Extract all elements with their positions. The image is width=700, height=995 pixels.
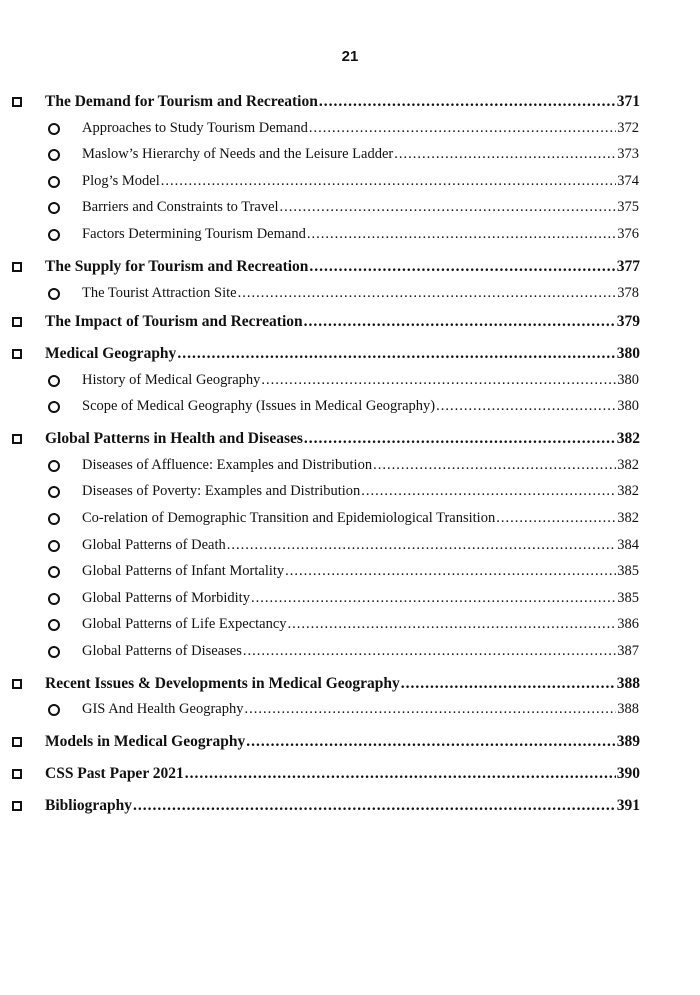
square-bullet-icon — [12, 97, 22, 107]
toc-entry-page-number: 374 — [617, 173, 639, 189]
toc-entry-title: Global Patterns in Health and Diseases — [45, 430, 303, 447]
dot-leader — [227, 537, 616, 554]
toc-entry-title: Diseases of Affluence: Examples and Distribution — [82, 457, 373, 473]
toc-subsection-entry — [48, 616, 639, 633]
toc-entry-title: Scope of Medical Geography (Issues in Medical Geography) — [82, 398, 436, 414]
toc-entry-page-number: 391 — [616, 797, 640, 814]
circle-bullet-icon — [48, 486, 60, 498]
dot-leader — [319, 93, 616, 111]
dot-leader — [133, 797, 616, 815]
toc-entry-page-number: 390 — [616, 765, 640, 782]
toc-section-entry — [12, 430, 640, 448]
dot-leader — [394, 146, 616, 163]
toc-entry-title: Factors Determining Tourism Demand — [82, 226, 306, 242]
toc-entry-title: Diseases of Poverty: Examples and Distribution — [82, 483, 361, 499]
dot-leader — [307, 226, 616, 243]
toc-section-entry — [12, 345, 640, 363]
toc-subsection-entry — [48, 590, 639, 607]
toc-subsection-entry — [48, 226, 639, 243]
toc-subsection-entry — [48, 146, 639, 163]
toc-entry-title: History of Medical Geography — [82, 372, 261, 388]
circle-bullet-icon — [48, 513, 60, 525]
toc-entry-page-number: 375 — [617, 199, 639, 215]
toc-entry-title: Barriers and Constraints to Travel — [82, 199, 279, 215]
toc-entry-title: Bibliography — [45, 797, 132, 814]
dot-leader — [304, 313, 616, 331]
square-bullet-icon — [12, 317, 22, 327]
toc-section-entry — [12, 733, 640, 751]
square-bullet-icon — [12, 262, 22, 272]
toc-entry-page-number: 389 — [616, 733, 640, 750]
toc-entry-page-number: 382 — [617, 483, 639, 499]
dot-leader — [496, 510, 616, 527]
circle-bullet-icon — [48, 375, 60, 387]
dot-leader — [185, 765, 616, 783]
toc-entry-page-number: 382 — [617, 457, 639, 473]
dot-leader — [243, 643, 616, 660]
circle-bullet-icon — [48, 288, 60, 300]
toc-subsection-entry — [48, 120, 639, 137]
toc-entry-page-number: 380 — [616, 345, 640, 362]
square-bullet-icon — [12, 434, 22, 444]
dot-leader — [304, 430, 616, 448]
toc-entry-page-number: 371 — [616, 93, 640, 110]
toc-entry-title: Global Patterns of Life Expectancy — [82, 616, 287, 632]
toc-subsection-entry — [48, 510, 639, 527]
dot-leader — [246, 733, 616, 751]
toc-entry-title: Co-relation of Demographic Transition and Epidemiological Transition — [82, 510, 496, 526]
dot-leader — [309, 120, 616, 137]
toc-entry-page-number: 372 — [617, 120, 639, 136]
toc-entry-title: CSS Past Paper 2021 — [45, 765, 184, 782]
toc-entry-page-number: 385 — [617, 563, 639, 579]
circle-bullet-icon — [48, 229, 60, 241]
dot-leader — [401, 675, 616, 693]
toc-subsection-entry — [48, 398, 639, 415]
toc-subsection-entry — [48, 483, 639, 500]
dot-leader — [285, 563, 616, 580]
toc-entry-title: Maslow’s Hierarchy of Needs and the Leisure Ladder — [82, 146, 394, 162]
toc-entry-title: The Supply for Tourism and Recreation — [45, 258, 309, 275]
circle-bullet-icon — [48, 704, 60, 716]
toc-section-entry — [12, 675, 640, 693]
dot-leader — [261, 372, 616, 389]
circle-bullet-icon — [48, 540, 60, 552]
toc-subsection-entry — [48, 173, 639, 190]
toc-entry-page-number: 377 — [616, 258, 640, 275]
toc-entry-title: Plog’s Model — [82, 173, 160, 189]
toc-entry-page-number: 380 — [617, 398, 639, 414]
square-bullet-icon — [12, 737, 22, 747]
circle-bullet-icon — [48, 619, 60, 631]
toc-entry-page-number: 388 — [616, 675, 640, 692]
circle-bullet-icon — [48, 202, 60, 214]
toc-entry-title: Global Patterns of Morbidity — [82, 590, 250, 606]
toc-subsection-entry — [48, 285, 639, 302]
toc-entry-title: The Tourist Attraction Site — [82, 285, 237, 301]
toc-section-entry — [12, 313, 640, 331]
circle-bullet-icon — [48, 593, 60, 605]
toc-entry-title: Approaches to Study Tourism Demand — [82, 120, 308, 136]
circle-bullet-icon — [48, 176, 60, 188]
toc-subsection-entry — [48, 199, 639, 216]
dot-leader — [280, 199, 617, 216]
page-number: 21 — [341, 48, 359, 65]
toc-entry-page-number: 386 — [617, 616, 639, 632]
toc-entry-title: Medical Geography — [45, 345, 177, 362]
circle-bullet-icon — [48, 401, 60, 413]
toc-entry-title: Recent Issues & Developments in Medical Geography — [45, 675, 400, 692]
dot-leader — [288, 616, 617, 633]
toc-entry-page-number: 379 — [616, 313, 640, 330]
toc-entry-title: GIS And Health Geography — [82, 701, 244, 717]
dot-leader — [436, 398, 616, 415]
toc-entry-page-number: 378 — [617, 285, 639, 301]
toc-section-entry — [12, 258, 640, 276]
dot-leader — [238, 285, 617, 302]
toc-entry-page-number: 380 — [617, 372, 639, 388]
toc-entry-title: Global Patterns of Diseases — [82, 643, 242, 659]
square-bullet-icon — [12, 679, 22, 689]
toc-subsection-entry — [48, 537, 639, 554]
toc-section-entry — [12, 797, 640, 815]
toc-subsection-entry — [48, 372, 639, 389]
toc-entry-title: The Impact of Tourism and Recreation — [45, 313, 303, 330]
toc-entry-page-number: 387 — [617, 643, 639, 659]
dot-leader — [244, 701, 616, 718]
toc-entry-page-number: 376 — [617, 226, 639, 242]
toc-entry-title: Models in Medical Geography — [45, 733, 246, 750]
toc-entry-title: Global Patterns of Infant Mortality — [82, 563, 285, 579]
dot-leader — [373, 457, 616, 474]
toc-entry-page-number: 373 — [617, 146, 639, 162]
toc-entry-page-number: 382 — [617, 510, 639, 526]
toc-subsection-entry — [48, 563, 639, 580]
circle-bullet-icon — [48, 566, 60, 578]
circle-bullet-icon — [48, 123, 60, 135]
square-bullet-icon — [12, 769, 22, 779]
square-bullet-icon — [12, 349, 22, 359]
dot-leader — [161, 173, 617, 190]
toc-entry-page-number: 388 — [617, 701, 639, 717]
toc-entry-page-number: 385 — [617, 590, 639, 606]
circle-bullet-icon — [48, 149, 60, 161]
toc-entry-title: The Demand for Tourism and Recreation — [45, 93, 318, 110]
dot-leader — [177, 345, 615, 363]
toc-section-entry — [12, 765, 640, 783]
toc-subsection-entry — [48, 643, 639, 660]
toc-entry-title: Global Patterns of Death — [82, 537, 226, 553]
toc-section-entry — [12, 93, 640, 111]
circle-bullet-icon — [48, 646, 60, 658]
toc-subsection-entry — [48, 701, 639, 718]
toc-entry-page-number: 382 — [616, 430, 640, 447]
dot-leader — [251, 590, 616, 607]
dot-leader — [309, 258, 615, 276]
dot-leader — [361, 483, 616, 500]
toc-subsection-entry — [48, 457, 639, 474]
toc-entry-page-number: 384 — [617, 537, 639, 553]
circle-bullet-icon — [48, 460, 60, 472]
square-bullet-icon — [12, 801, 22, 811]
